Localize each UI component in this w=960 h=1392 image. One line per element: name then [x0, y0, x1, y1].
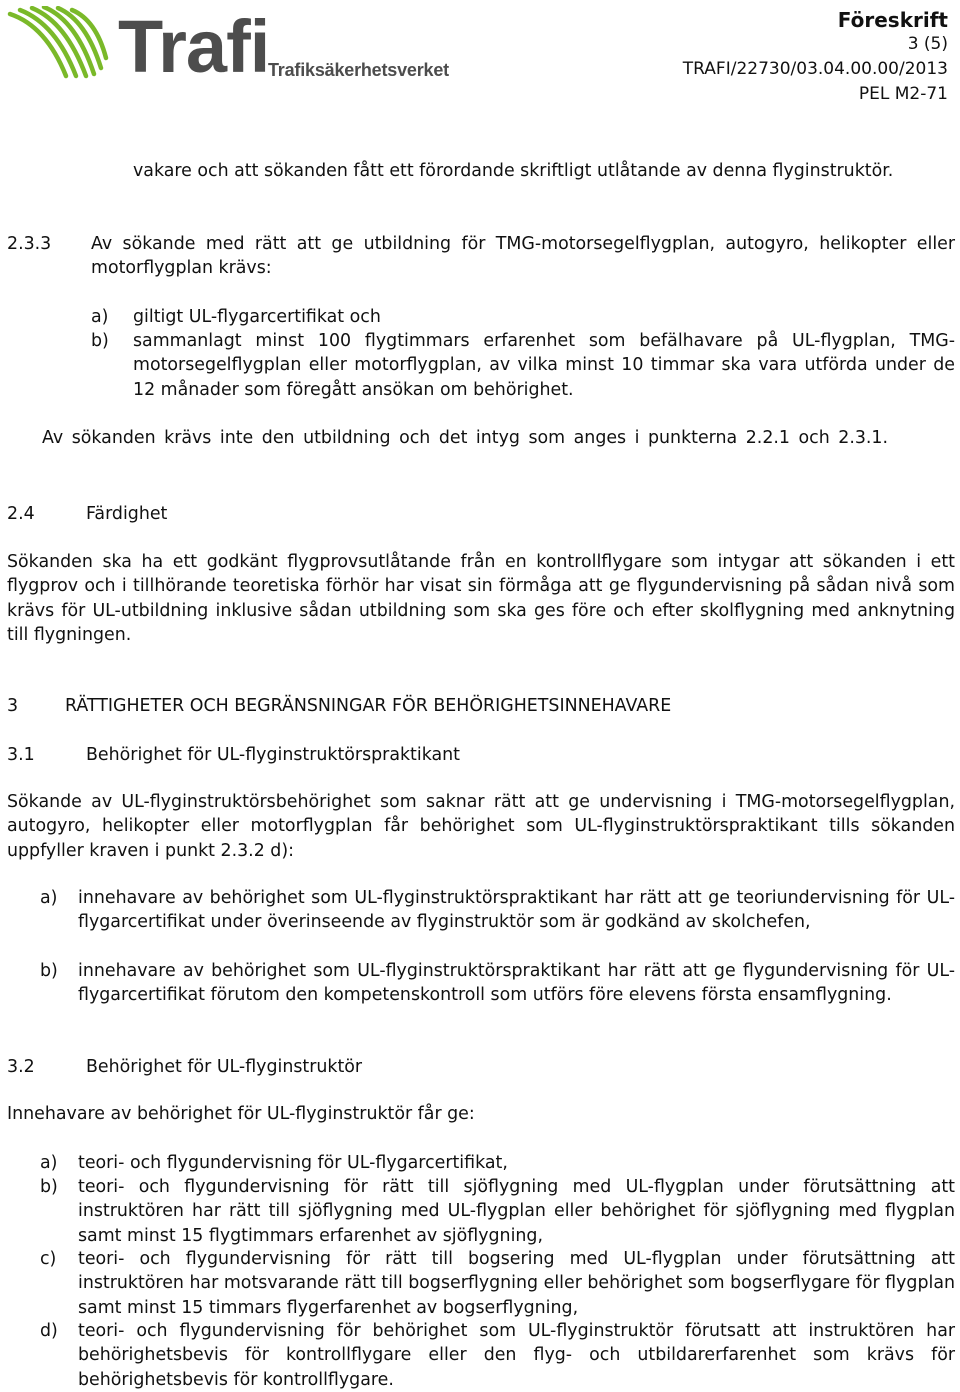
paragraph-text: vakare och att sökanden fått ett förordande skriftligt utlåtande av denna flyginstruktör.	[133, 161, 894, 181]
page-header	[0, 0, 960, 110]
chapter-title: RÄTTIGHETER OCH BEGRÄNSNINGAR FÖR BEHÖRIGHETSINNEHAVARE	[65, 696, 672, 716]
list-item-text: teori- och flygundervisning för rätt till sjöflygning med UL-flygplan under förutsättning att instruktören har rätt till sjöflygning med UL-flygplan eller behörighet för sjöflygning med flygplan samt minst 15 flygtimmars erfarenhet av sjöflygning,	[78, 1177, 955, 1246]
list-marker: b)	[40, 961, 58, 981]
list-marker: d)	[40, 1321, 58, 1341]
list-marker: b)	[40, 1177, 58, 1197]
document-meta	[683, 8, 948, 107]
list-item	[40, 1175, 955, 1248]
list-item	[40, 1247, 955, 1320]
list-item-text: innehavare av behörighet som UL-flyginstruktörspraktikant har rätt att ge teoriundervisning för UL-flygarcertifikat under överinseende av flyginstruktör som är godkänd av skolchefen,	[78, 888, 955, 933]
list-marker: c)	[40, 1249, 57, 1269]
list-marker: a)	[40, 1153, 58, 1173]
list-item	[91, 305, 955, 329]
list-item	[40, 1319, 955, 1392]
paragraph-text: Av sökanden krävs inte den utbildning och det intyg som anges i punkterna 2.2.1 och 2.3.1.	[42, 428, 889, 448]
chapter-3-heading	[7, 694, 955, 718]
chapter-number: 3	[7, 696, 19, 716]
regulation-code: PEL M2-71	[858, 84, 948, 104]
paragraph-text: Sökande av UL-flyginstruktörsbehörighet som saknar rätt att ge undervisning i TMG-motorsegelflygplan, autogyro, helikopter eller motorflygplan får behörighet som UL-flyginstruktörspraktikant tills sökanden uppfyller kraven i punkt 2.3.2 d):	[7, 792, 955, 861]
paragraph-text: Innehavare av behörighet för UL-flyginstruktör får ge:	[7, 1104, 475, 1124]
list-item-text: teori- och flygundervisning för behörighet som UL-flyginstruktör förutsatt att instruktören har behörighetsbevis för kontrollflygare eller den flyg- och utbildarerfarenhet som krävs för behörighetsbevis för kontrollflygare.	[78, 1321, 955, 1390]
section-3-2-text	[7, 1102, 955, 1126]
continuation-paragraph	[133, 159, 955, 183]
document-type: Föreskrift	[837, 8, 948, 32]
section-2-4-heading	[7, 502, 955, 526]
swoosh-icon	[6, 6, 116, 84]
list-item	[91, 329, 955, 402]
list-item-text: giltigt UL-flygarcertifikat och	[133, 307, 381, 327]
section-number: 3.2	[7, 1057, 35, 1077]
logo-subtitle: Trafiksäkerhetsverket	[268, 60, 449, 80]
section-number: 2.4	[7, 504, 35, 524]
section-2-3-3	[7, 232, 955, 281]
section-3-1-text	[7, 790, 955, 863]
list-item-text: innehavare av behörighet som UL-flyginstruktörspraktikant har rätt att ge flygundervisning för UL-flygarcertifikat förutom den kompetenskontroll som utförs före elevens första ensamflygning.	[78, 961, 955, 1006]
section-2-4-text	[7, 550, 955, 647]
section-number: 3.1	[7, 745, 35, 765]
section-number: 2.3.3	[7, 234, 52, 254]
list-item	[40, 886, 955, 935]
list-item-text: sammanlagt minst 100 flygtimmars erfarenhet som befälhavare på UL-flygplan, TMG-motorsegelflygplan eller motorflygplan, av vilka minst 10 timmar ska vara utförda under de 12 månader som föregått ansökan om behörighet.	[133, 331, 955, 400]
list-marker: a)	[91, 307, 109, 327]
list-marker: a)	[40, 888, 58, 908]
list-item-text: teori- och flygundervisning för UL-flygarcertifikat,	[78, 1153, 508, 1173]
section-2-3-3-note	[42, 426, 955, 450]
logo-wordmark: Trafi	[118, 5, 270, 88]
trafi-logo	[6, 5, 449, 88]
page-number: 3 (5)	[907, 34, 948, 54]
paragraph-text: Sökanden ska ha ett godkänt flygprovsutlåtande från en kontrollflygare som intygar att sökanden i ett flygprov och i tillhörande teoretiska förhör har visat sin förmåga att ge flygundervisning på sådan nivå som krävs för UL-utbildning inklusive sådan utbildning som ska ges före och efter skolflygning med anknytning till flygningen.	[7, 552, 955, 645]
section-title: Behörighet för UL-flyginstruktörspraktikant	[86, 745, 460, 765]
list-item	[40, 1151, 955, 1175]
list-marker: b)	[91, 331, 109, 351]
section-text: Av sökande med rätt att ge utbildning för TMG-motorsegelflygplan, autogyro, helikopter eller motorflygplan krävs:	[91, 234, 955, 279]
section-title: Färdighet	[86, 504, 168, 524]
section-3-2-heading	[7, 1055, 955, 1079]
reference-number: TRAFI/22730/03.04.00.00/2013	[682, 59, 948, 79]
section-title: Behörighet för UL-flyginstruktör	[86, 1057, 363, 1077]
section-3-1-heading	[7, 743, 955, 767]
list-item-text: teori- och flygundervisning för rätt till bogsering med UL-flygplan under förutsättning att instruktören har motsvarande rätt till bogserflygning eller behörighet som bogserflygare för flygplan samt minst 15 timmars flygerfarenhet av bogserflygning,	[78, 1249, 955, 1318]
list-item	[40, 959, 955, 1008]
